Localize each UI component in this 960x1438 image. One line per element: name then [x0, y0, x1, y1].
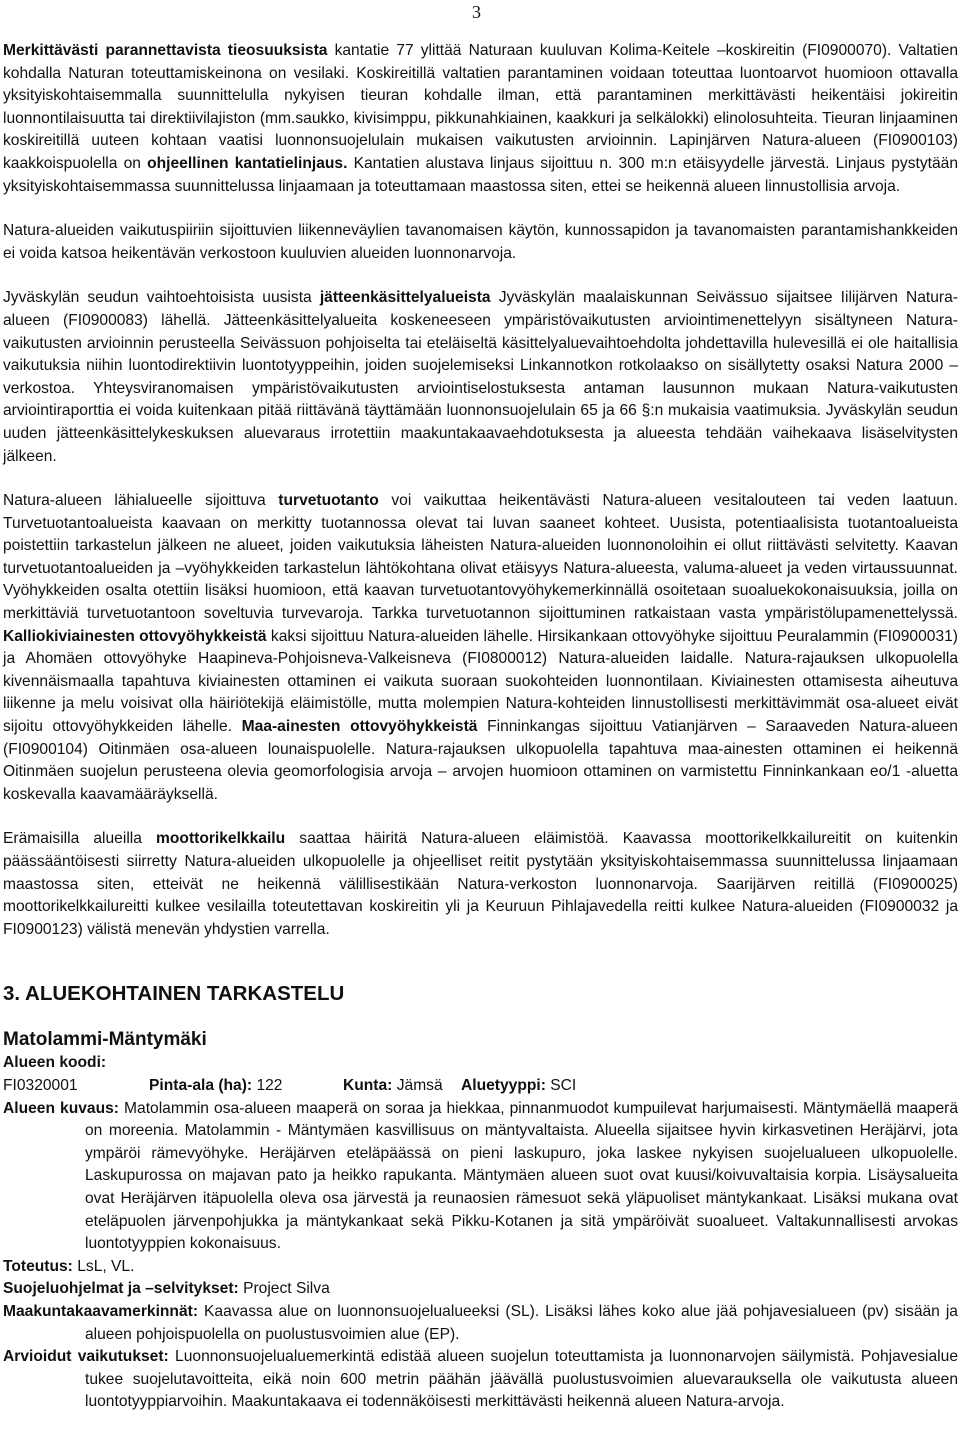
- area-description: [3, 1098, 958, 1256]
- section-heading: 3. ALUEKOHTAINEN TARKASTELU: [3, 982, 345, 1006]
- area-municipality-value: Jämsä: [396, 1076, 443, 1094]
- area-plan-markings-label: Maakuntakaavamerkinnät:: [3, 1302, 199, 1320]
- bold-phrase: turvetuotanto: [278, 492, 379, 510]
- area-protection-plans: [3, 1278, 958, 1301]
- paragraph-waste-treatment: [3, 287, 958, 468]
- paragraph-peat-production: [3, 490, 958, 806]
- area-type: [461, 1075, 576, 1098]
- area-protection-plans-label: Suojeluohjelmat ja –selvitykset:: [3, 1280, 239, 1298]
- area-code-label: Alueen koodi:: [3, 1054, 107, 1072]
- area-assessed-effects-value: Luonnonsuojelualuemerkintä edistää alueen suojelun toteuttamista ja luonnonarvojen säilymistä. Pohjavesialue tukee suojelutavoitteita, eikä noin 600 metrin päähän jäävällä puolustusvoimien aluevarauksella ole vaikutusta alueen luontotyyppiarvoihin. Maakuntakaava ei todennäköisesti merkittävästi heikennä alueen Natura-arvoja.: [85, 1348, 958, 1411]
- area-municipality: [343, 1075, 461, 1098]
- text-run: Finninkangas sijoittuu Vatianjärven – Saraaveden Natura-alueen (FI0900104) Oitinmäen osa-alueen lounaispuolelle. Natura-rajauksen ulkopuolella tapahtuva maa-ainesten ottaminen ei heikennä Oitinmäen suojelun perusteena olevia geomorfologisia arvoja – arvojen huomioon ottaminen on varmistettu Finninkankaan eo/1 -aluetta koskevalla kaavamääräyksellä.: [3, 718, 958, 803]
- text-run: Erämaisilla alueilla: [3, 830, 157, 848]
- area-size: [149, 1075, 343, 1098]
- bold-phrase: Kalliokiviainesten ottovyöhykkeistä: [3, 627, 267, 645]
- area-type-value: SCI: [550, 1076, 577, 1094]
- text-run: saattaa häiritä Natura-alueen eläimistöä. Kaavassa moottorikelkkailureitit on kuitenkin päässääntöisesti siirretty Natura-alueiden ulkopuolelle ja ohjeelliset reitit pystytään yksityiskohtaisemmassa suunnittelussa linjaamaan maastossa siten, etteivät ne heikennä välillisestikään Natura-verkoston luonnonarvoja. Saarijärven reitillä (FI0900025) moottorikelkkailureitti kulkee vesilailla toteutettavan koskireitin yli ja Keuruun Pihlajavedella reitti kulkee Natura-alueiden (FI0900032 ja FI0900123) välistä menevän yhdystien varrella.: [3, 830, 958, 938]
- paragraph-roads: [3, 40, 958, 198]
- area-implementation-label: Toteutus:: [3, 1257, 73, 1275]
- paragraph-snowmobiling: [3, 828, 958, 941]
- area-code-value: FI0320001: [3, 1076, 78, 1094]
- area-implementation-value: LsL, VL.: [77, 1257, 135, 1275]
- text-run: Natura-alueen lähialueelle sijoittuva: [3, 492, 279, 510]
- area-description-label: Alueen kuvaus:: [3, 1099, 119, 1117]
- area-assessed-effects-label: Arvioidut vaikutukset:: [3, 1348, 169, 1366]
- text-run: Kantatien alustava linjaus sijoittuu n. 300 m:n etäisyydelle järvestä. Linjaus pystytään yksityiskohtaisemmassa suunnittelussa linjaamaan ja toteuttamaan maastossa siten, ettei se heikennä alueen linnustollisia arvoja.: [3, 154, 958, 195]
- bold-phrase: Maa-ainesten ottovyöhykkeistä: [241, 718, 478, 736]
- document-body: [3, 40, 958, 1414]
- area-plan-markings-value: Kaavassa alue on luonnonsuojelualueeksi (SL). Lisäksi lähes koko alue jää pohjavesialueen (pv) sisään ja alueen pohjoispuolella on puolustusvoimien alue (EP).: [85, 1302, 958, 1343]
- bold-phrase: jätteenkäsittelyalueista: [319, 289, 491, 307]
- area-municipality-label: Kunta:: [343, 1076, 393, 1094]
- area-protection-plans-value: Project Silva: [243, 1280, 330, 1298]
- bold-phrase: Merkittävästi parannettavista tieosuuksista: [3, 42, 328, 59]
- page-number: 3: [472, 2, 481, 22]
- bold-phrase: ohjeellinen kantatielinjaus.: [147, 154, 348, 172]
- text-run: Natura-alueiden vaikutuspiiriin sijoittuvien liikenneväylien tavanomaisen käytön, kunnossapidon ja tavanomaisten parantamishankkeiden ei voida katsoa heikentävän verkostoon kuuluvien alueiden luonnonarvoja.: [3, 222, 958, 262]
- text-run: Jyväskylän maalaiskunnan Seivässuo sijaitsee Iilijärven Natura-alueen (FI0900083) lähellä. Jätteenkäsittelyalueita koskeneeseen ympäristövaikutusten arviointimenettelyyn sisältyneen Natura-vaikutusten arvioinnin perusteella Seivässuon pohjoiselta tai eteläiseltä käsittelyaluevaihtoehdolta johdettavilla hulevesillä ei ole haitallisia vaikutuksia niihin luontodirektiivin luontotyyppeihin, joiden suojelemiseksi Linkannotkon rotkolaakso on sisällytetty osaksi Natura 2000 –verkostoa. Yhteysviranomaisen ympäristövaikutusten arviointiselostuksesta antaman lausunnon mukaan Natura-vaikutusten arviointiraporttia ei voida kuitenkaan pitää riittävänä täyttämään luonnonsuojelulain 65 ja 66 §:n mukaisia vaatimuksia. Jyväskylän seudun uuden jätteenkäsittelykeskuksen aluevaraus irrotettiin maakuntakaavaehdotuksesta ja alueesta tehdään vaihekaava lisäselvitysten jälkeen.: [3, 289, 958, 465]
- area-title: Matolammi-Mäntymäki: [3, 1029, 207, 1051]
- area-implementation: [3, 1256, 958, 1279]
- area-meta-row: [3, 1052, 958, 1097]
- text-run: kaksi sijoittuu Natura-alueiden lähelle. Hirsikankaan ottovyöhyke sijoittuu Peuralammin (FI0900031) ja Ahomäen ottovyöhyke Haapineva-Pohjoisneva-Valkeisneva (FI0800012) Natura-alueiden laidalle. Natura-rajauksen ulkopuolella kivennäismaalla tapahtuva kiviainesten ottaminen ei vaikuta suoraan suokohteiden luonnontilaan. Kiviainesten ottamisesta aiheutuva liikenne ja melu voisivat olla häiriötekijä eläimistölle, mutta molempien Natura-kohteiden linnustollisesti merkittävimmät osa-alueet eivät sijoitu ottovyöhykkeiden lähelle.: [3, 627, 958, 736]
- text-run: Jyväskylän seudun vaihtoehtoisista uusista: [3, 289, 320, 307]
- area-assessed-effects: [3, 1346, 958, 1414]
- area-description-value: Matolammin osa-alueen maaperä on soraa ja hiekkaa, pinnanmuodot kumpuilevat harjumaisesti. Mäntymäellä maaperä on moreenia. Matolammin - Mäntymäen kasvillisuus on mäntyvaltaista. Alueella sijaitsee hyvin kirkasvetinen Heräjärvi, jota ympäröi rämevyöhyke. Heräjärven eteläpäässä on pieni laskupuro, joka laskee nykyisen suojelualueen ulkopuolelle. Laskupurossa on majavan pato ja heikko rapukanta. Mäntymäen alueen suot ovat kuusi/koivuvaltaisia korpia. Lisäysalueita ovat Heräjärven itäpuolella oleva osa järvestä ja reunaosien rämesuot sekä yläpuoliset mäntykankaat. Lisäksi mukana ovat eteläpuolen järvenpohjukka ja mäntykankaat sekä Pikku-Kotanen ja sitä ympäröivät suoalueet. Valtakunnallisesti arvokas luontotyyppien kokonaisuus.: [85, 1099, 958, 1253]
- area-size-value: 122: [256, 1076, 283, 1094]
- paragraph-traffic-routes: [3, 220, 958, 265]
- area-code: [3, 1052, 149, 1097]
- text-run: voi vaikuttaa heikentävästi Natura-alueen vesitalouteen tai veden laatuun. Turvetuotantoalueista kaavaan on merkitty tuotannossa olevat tai luvan saaneet kohteet. Uusista, potentiaalisista tuotantoalueista poistettiin tarkastelun jälkeen ne alueet, joiden vaikutuksia läheisten Natura-alueiden luonnonoloihin ei ollut riittävästi selvitetty. Kaavan turvetuotantoalueiden ja –vyöhykkeiden tarkastelun lähtökohtana olivat etäisyys Natura-alueesta, valuma-alueet ja veden virtaussuunnat. Vyöhykkeiden osalta otettiin lisäksi huomioon, että kaavan turvetuotantovyöhykemerkinnällä osoitetaan suoaluekokonaisuuksia, joilla on merkittäviä turvetuotantoon soveltuvia turvevaroja. Tarkka turvetuotannon sijoittuminen ratkaistaan vasta ympäristölupamenettelyssä.: [3, 492, 958, 623]
- bold-phrase: moottorikelkkailu: [156, 830, 286, 848]
- area-size-label: Pinta-ala (ha):: [149, 1076, 253, 1094]
- area-type-label: Aluetyyppi:: [461, 1076, 546, 1094]
- text-run: kantatie 77 ylittää Naturaan kuuluvan Kolima-Keitele –koskireitin (FI0900070). Valtatien kohdalla Naturan toteuttamiskeinona on vesilaki. Koskireitillä valtatien parantaminen voidaan toteuttaa luontoarvot huomioon ottavalla yksityiskohtaisemmalla suunnittelulla nykyisen tieuran kohdalle ilman, että parantaminen merkittävästi heikentäisi jokireitin luonnontilaisuutta tai direktiivilajiston (mm.saukko, kivisimppu, pikkunahkiainen, kaakkuri ja selkälokki) elinolosuhteita. Tieuran linjaaminen koskireitillä uuteen kohtaan vaatisi luonnonsuojelulain mukaisen vaikutusten arvioinnin. Lapinjärven Natura-alueen (FI0900103) kaakkoispuolella on: [3, 42, 958, 172]
- area-plan-markings: [3, 1301, 958, 1346]
